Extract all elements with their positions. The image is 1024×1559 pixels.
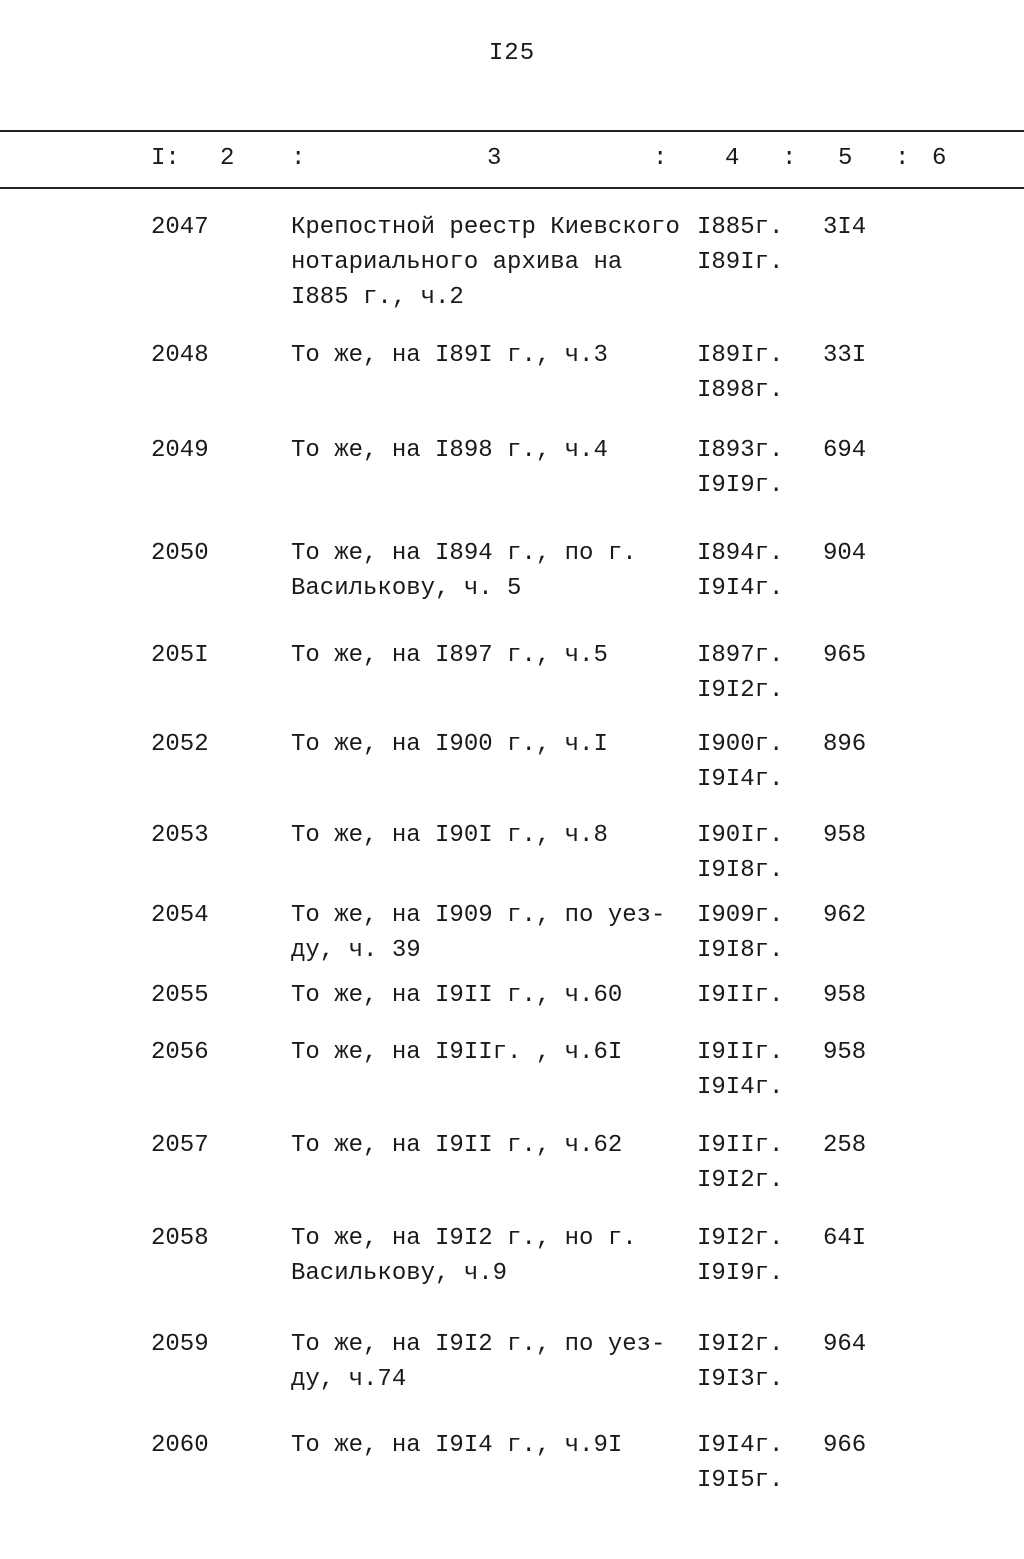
entry-title-line: Василькову, ч.9 (291, 1260, 508, 1287)
entry-title-line: То же, на I897 г., ч.5 (291, 642, 608, 669)
entry-sheet-count: 33I (823, 342, 867, 369)
entry-title-line: То же, на I898 г., ч.4 (291, 437, 608, 464)
entry-number: 2059 (151, 1331, 209, 1358)
entry-title (291, 1221, 691, 1291)
entry-title (291, 1428, 691, 1463)
entry-sheet-count: 64I (823, 1225, 867, 1252)
entry-title (291, 433, 691, 468)
page-number: I25 (488, 40, 536, 67)
entry-number: 2050 (151, 540, 209, 567)
entry-title-line: То же, на I9II г., ч.60 (291, 982, 623, 1009)
entry-date: I893г. (697, 437, 784, 464)
entry-date: I885г. (697, 214, 784, 241)
entry-sheet-count: 3I4 (823, 214, 867, 241)
entry-date: I9IIг. (697, 1039, 784, 1066)
entry-date: I9I4г. (697, 766, 784, 793)
entry-title-line: То же, на I9I2 г., по уез- (291, 1331, 666, 1358)
entry-title-line: То же, на I894 г., по г. (291, 540, 637, 567)
entry-number: 2058 (151, 1225, 209, 1252)
entry-dates (697, 818, 797, 888)
entry-dates (697, 1128, 797, 1198)
entry-date: I909г. (697, 902, 784, 929)
entry-title (291, 338, 691, 373)
entry-sheet-count: 958 (823, 1039, 867, 1066)
entry-title (291, 727, 691, 762)
entry-number: 2057 (151, 1132, 209, 1159)
entry-date: I9IIг. (697, 982, 784, 1009)
entry-title (291, 536, 691, 606)
entry-title (291, 898, 691, 968)
entry-title-line: То же, на I9I2 г., но г. (291, 1225, 637, 1252)
entry-sheet-count: 965 (823, 642, 867, 669)
entry-number: 2060 (151, 1432, 209, 1459)
entry-number: 2055 (151, 982, 209, 1009)
entry-number: 2056 (151, 1039, 209, 1066)
header-col5: 5 (838, 145, 853, 172)
entry-title (291, 1035, 691, 1070)
header-sep1: : (291, 145, 306, 172)
header-col3: 3 (487, 145, 502, 172)
entry-sheet-count: 964 (823, 1331, 867, 1358)
entry-title-line: I885 г., ч.2 (291, 284, 464, 311)
entry-date: I897г. (697, 642, 784, 669)
entry-title-line: ду, ч. 39 (291, 937, 421, 964)
entry-date: I900г. (697, 731, 784, 758)
entry-title-line: То же, на I90I г., ч.8 (291, 822, 608, 849)
entry-title (291, 638, 691, 673)
header-col2: 2 (220, 145, 235, 172)
entry-date: I9I2г. (697, 1167, 784, 1194)
entry-dates (697, 1035, 797, 1105)
entry-sheet-count: 258 (823, 1132, 867, 1159)
entry-dates (697, 1428, 797, 1498)
entry-date: I9IIг. (697, 1132, 784, 1159)
entry-date: I9I2г. (697, 677, 784, 704)
entry-dates (697, 210, 797, 280)
header-top-rule (0, 130, 1024, 132)
entry-title (291, 978, 691, 1013)
entry-date: I9I5г. (697, 1467, 784, 1494)
entry-date: I9I2г. (697, 1331, 784, 1358)
entry-number: 2053 (151, 822, 209, 849)
header-col4: 4 (725, 145, 740, 172)
entry-dates (697, 1221, 797, 1291)
entry-number: 2049 (151, 437, 209, 464)
entry-date: I9I9г. (697, 472, 784, 499)
entry-date: I9I8г. (697, 937, 784, 964)
entry-dates (697, 536, 797, 606)
header-sep3: : (782, 145, 797, 172)
entry-date: I9I2г. (697, 1225, 784, 1252)
entry-title-line: нотариального архива на (291, 249, 623, 276)
entry-title-line: То же, на I9I4 г., ч.9I (291, 1432, 623, 1459)
entry-dates (697, 638, 797, 708)
entry-title (291, 1327, 691, 1397)
entry-number: 2054 (151, 902, 209, 929)
entry-date: I90Iг. (697, 822, 784, 849)
entry-title-line: ду, ч.74 (291, 1366, 407, 1393)
entry-date: I9I4г. (697, 575, 784, 602)
entry-number: 2048 (151, 342, 209, 369)
entry-date: I9I8г. (697, 857, 784, 884)
entry-sheet-count: 896 (823, 731, 867, 758)
entry-date: I9I3г. (697, 1366, 784, 1393)
entry-title (291, 818, 691, 853)
entry-sheet-count: 958 (823, 822, 867, 849)
entry-title-line: То же, на I909 г., по уез- (291, 902, 666, 929)
entry-date: I9I4г. (697, 1074, 784, 1101)
entry-dates (697, 338, 797, 408)
entry-date: I89Iг. (697, 342, 784, 369)
entry-date: I898г. (697, 377, 784, 404)
entry-title-line: То же, на I89I г., ч.3 (291, 342, 608, 369)
entry-sheet-count: 966 (823, 1432, 867, 1459)
entry-title (291, 1128, 691, 1163)
header-col6: 6 (932, 145, 947, 172)
entry-date: I9I4г. (697, 1432, 784, 1459)
entry-date: I9I9г. (697, 1260, 784, 1287)
header-sep4: : (895, 145, 910, 172)
entry-sheet-count: 958 (823, 982, 867, 1009)
entry-sheet-count: 962 (823, 902, 867, 929)
entry-title-line: Крепостной реестр Киевского (291, 214, 680, 241)
header-bottom-rule (0, 187, 1024, 189)
entry-title-line: То же, на I9II г., ч.62 (291, 1132, 623, 1159)
entry-title-line: Василькову, ч. 5 (291, 575, 522, 602)
entry-dates (697, 1327, 797, 1397)
header-col1: I: (151, 145, 180, 172)
header-sep2: : (653, 145, 668, 172)
entry-title-line: То же, на I9IIг. , ч.6I (291, 1039, 623, 1066)
entry-number: 205I (151, 642, 209, 669)
entry-number: 2052 (151, 731, 209, 758)
entry-sheet-count: 694 (823, 437, 867, 464)
entry-sheet-count: 904 (823, 540, 867, 567)
entry-dates (697, 978, 797, 1013)
entry-title (291, 210, 691, 315)
entry-title-line: То же, на I900 г., ч.I (291, 731, 608, 758)
entry-dates (697, 433, 797, 503)
entry-date: I894г. (697, 540, 784, 567)
entry-number: 2047 (151, 214, 209, 241)
entry-date: I89Iг. (697, 249, 784, 276)
entry-dates (697, 727, 797, 797)
entry-dates (697, 898, 797, 968)
